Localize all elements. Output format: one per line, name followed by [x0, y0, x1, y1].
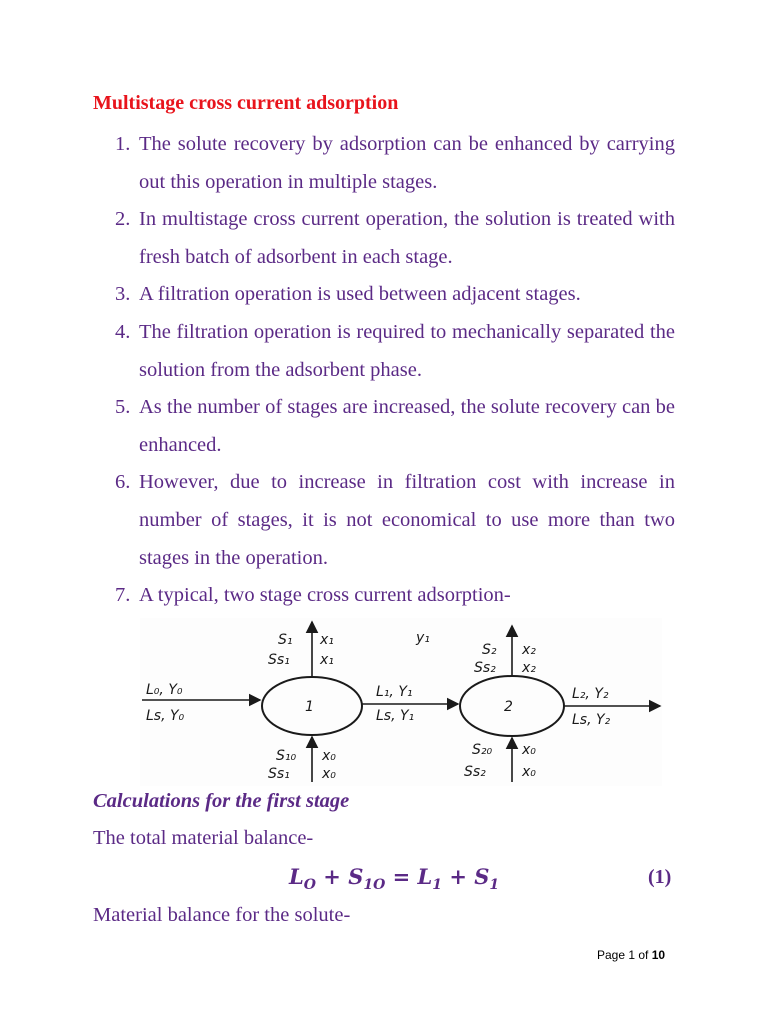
label-ss1: Ss₁: [268, 652, 290, 668]
footer-total-pages: 10: [651, 948, 666, 962]
list-item-text: In multistage cross current operation, the solution is treated with fresh batch of adsorbent in each stage.: [139, 208, 675, 268]
label-ss1-bottom: Ss₁: [268, 766, 290, 782]
eq-operator: =: [385, 864, 418, 889]
page-footer: [597, 948, 665, 962]
label-y1: y₁: [416, 630, 430, 646]
list-item-number: 5.: [115, 396, 131, 419]
list-item: [93, 276, 675, 314]
list-item: [93, 464, 675, 577]
list-item-number: 7.: [115, 584, 131, 607]
label-s10: S₁₀: [276, 748, 297, 764]
list-item-text: A filtration operation is used between adjacent stages.: [139, 283, 581, 306]
label-l2: L₂, Y₂: [572, 686, 609, 702]
label-ls-y0: Ls, Y₀: [146, 708, 185, 724]
label-s2: S₂: [482, 642, 497, 658]
equation-number: (1): [648, 866, 672, 888]
list-item: [93, 314, 675, 389]
list-item-number: 2.: [115, 208, 131, 231]
label-l0: L₀, Y₀: [146, 682, 183, 698]
footer-page-word: Page: [597, 948, 629, 962]
list-item: [93, 389, 675, 464]
eq-subscript: 1O: [363, 877, 386, 894]
list-item-text: However, due to increase in filtration cost with increase in number of stages, it is not economical to use more than two stages in the operation.: [139, 471, 675, 569]
label-x0-2: x₀: [522, 742, 536, 758]
list-item-text: The filtration operation is required to mechanically separated the solution from the adsorbent phase.: [139, 320, 675, 381]
label-ls-y1: Ls, Y₁: [376, 708, 415, 724]
label-x0-b: x₀: [322, 766, 336, 782]
two-stage-adsorption-diagram: [140, 618, 662, 786]
eq-subscript: 1: [432, 877, 443, 894]
stage-1-label: 1: [305, 699, 314, 715]
label-s20: S₂₀: [472, 742, 493, 758]
diagram-svg: [140, 618, 662, 786]
list-item-text: A typical, two stage cross current adsorption-: [139, 584, 511, 607]
equation-1: [289, 864, 499, 893]
label-ss2: Ss₂: [474, 660, 496, 676]
label-x2-b: x₂: [522, 660, 536, 676]
eq-term: L: [289, 864, 304, 889]
section-heading: Multistage cross current adsorption: [93, 92, 399, 114]
label-x1-b: x₁: [320, 652, 334, 668]
list-item-text: The solute recovery by adsorption can be enhanced by carrying out this operation in multiple stages.: [139, 133, 675, 193]
list-item-number: 4.: [115, 320, 131, 343]
list-item: [93, 577, 675, 615]
label-s1: S₁: [278, 632, 293, 648]
eq-term: S: [348, 864, 364, 889]
label-x0-2b: x₀: [522, 764, 536, 780]
label-x0: x₀: [322, 748, 336, 764]
subheading: Calculations for the first stage: [93, 790, 350, 812]
label-ss2-bottom: Ss₂: [464, 764, 486, 780]
list-item-text: As the number of stages are increased, the solute recovery can be enhanced.: [139, 396, 675, 456]
eq-term: L: [417, 864, 433, 889]
label-x2: x₂: [522, 642, 536, 658]
label-l1: L₁, Y₁: [376, 684, 413, 700]
label-x1: x₁: [320, 632, 334, 648]
label-ls-y2: Ls, Y₂: [572, 712, 611, 728]
list-item: [93, 126, 675, 201]
eq-subscript: O: [303, 877, 316, 894]
eq-operator: +: [315, 864, 349, 889]
paragraph-solute-balance: Material balance for the solute-: [93, 904, 351, 926]
eq-term: S: [474, 864, 490, 889]
list-item-number: 6.: [115, 471, 131, 494]
eq-operator: +: [442, 864, 475, 889]
paragraph-total-balance: The total material balance-: [93, 827, 314, 849]
footer-of-word: of: [635, 948, 652, 962]
list-item: [93, 201, 675, 276]
numbered-list: [93, 126, 675, 615]
list-item-number: 3.: [115, 283, 131, 306]
stage-2-label: 2: [504, 699, 513, 715]
eq-subscript: 1: [489, 877, 500, 894]
list-item-number: 1.: [115, 133, 131, 155]
footer-page-number: 1: [628, 948, 636, 962]
